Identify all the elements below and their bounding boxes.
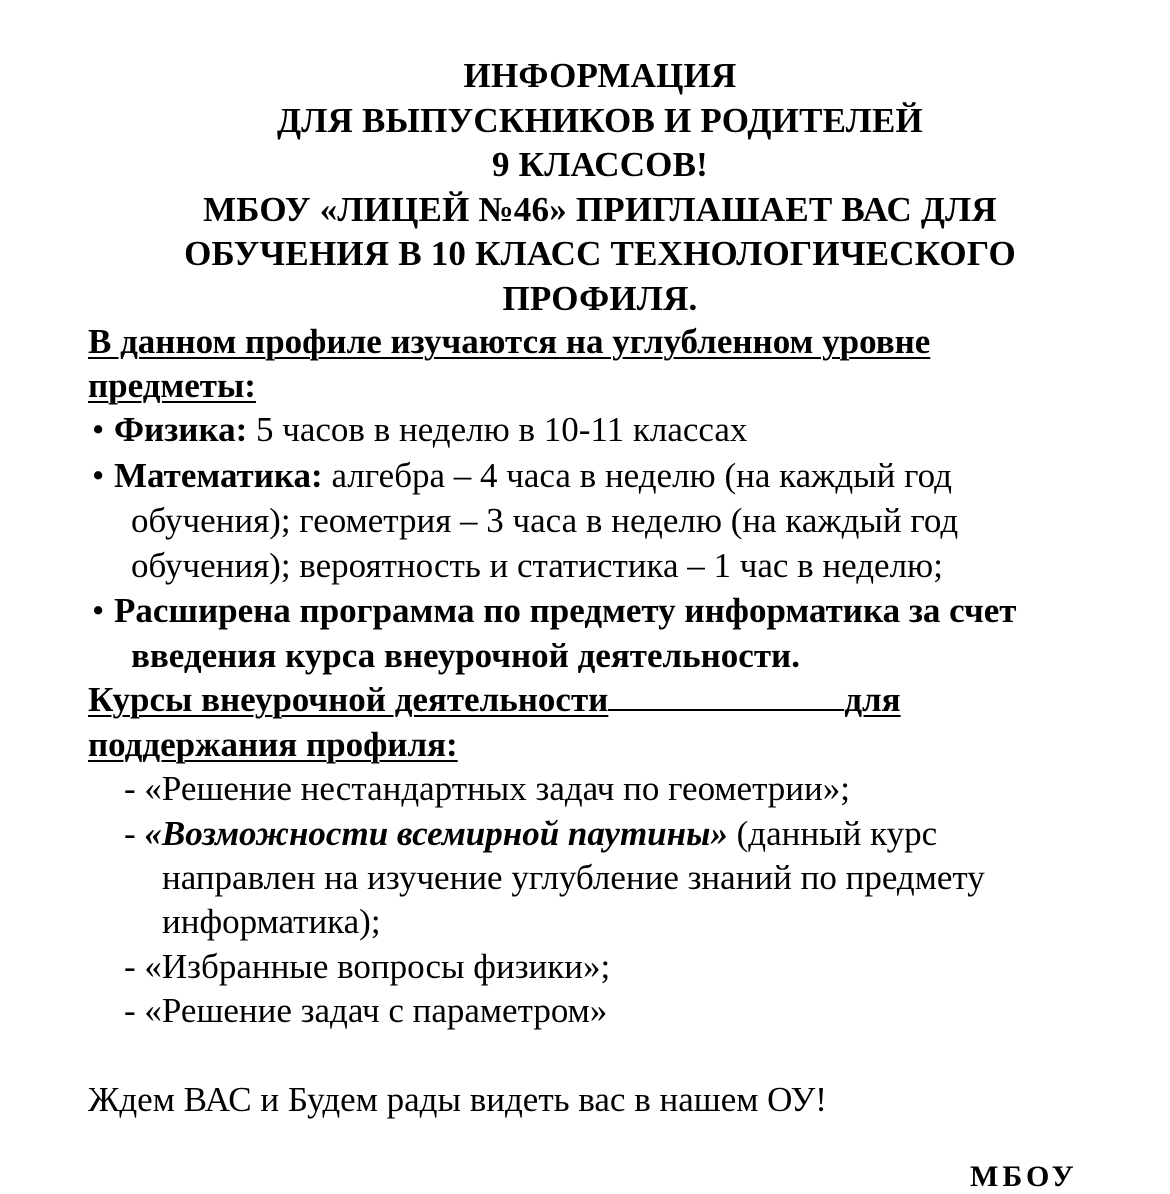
subjects-heading-line-1: В данном профиле изучаются на углубленном уровне [88, 322, 931, 361]
math-text-line-3: обучения); вероятность и статистика – 1 час в неделю; [131, 546, 943, 585]
courses-heading-part-2: для [844, 680, 901, 719]
physics-item [92, 408, 747, 452]
math-label: Математика: [114, 456, 323, 495]
underline-gap [608, 679, 844, 711]
math-item [92, 454, 952, 498]
closing-text: Ждем ВАС и Будем рады видеть вас в нашем ОУ! [88, 1080, 827, 1119]
bullet: • [92, 456, 105, 495]
title-line-6: ПРОФИЛЯ. [502, 278, 698, 318]
courses-heading-part-1: Курсы внеурочной деятельности [88, 680, 609, 719]
title-line-1: ИНФОРМАЦИЯ [463, 56, 737, 95]
bullet: • [92, 591, 105, 630]
course-web-note-line-3: информатика); [162, 902, 381, 941]
math-text-line-2: обучения); геометрия – 3 часа в неделю (на каждый год [131, 501, 959, 540]
title-line-2: ДЛЯ ВЫПУСКНИКОВ И РОДИТЕЛЕЙ [277, 100, 923, 140]
title-line-5: ОБУЧЕНИЯ В 10 КЛАСС ТЕХНОЛОГИЧЕСКОГО [184, 234, 1016, 273]
course-item-parameter: - «Решение задач с параметром» [124, 991, 608, 1030]
title-line-4: МБОУ «ЛИЦЕЙ №46» ПРИГЛАШАЕТ ВАС ДЛЯ [203, 189, 997, 229]
courses-heading-line-2: поддержания профиля: [88, 725, 458, 764]
informatics-line-1: Расширена программа по предмету информатика за счет [114, 591, 1017, 630]
physics-text: 5 часов в неделю в 10-11 классах [247, 410, 748, 449]
course-item-geometry: - «Решение нестандартных задач по геометрии»; [124, 769, 850, 808]
course-web-title: «Возможности всемирной паутины» [144, 814, 728, 853]
footer-fragment: МБОУ [970, 1160, 1078, 1193]
document-title [0, 54, 1170, 321]
course-item-web [124, 812, 937, 856]
course-dash: - [124, 814, 145, 853]
course-web-note-line-2: направлен на изучение углубление знаний по предмету [162, 858, 985, 897]
physics-label: Физика: [114, 410, 248, 449]
informatics-line-2: введения курса внеурочной деятельности. [131, 636, 800, 675]
math-text-line-1: алгебра – 4 часа в неделю (на каждый год [322, 456, 952, 495]
course-item-physics: - «Избранные вопросы физики»; [124, 947, 611, 986]
title-line-3: 9 КЛАССОВ! [491, 145, 709, 184]
bullet: • [92, 410, 105, 449]
courses-heading-line-1 [88, 678, 901, 722]
subjects-heading-line-2: предметы: [88, 366, 256, 405]
informatics-item [92, 589, 1016, 633]
course-web-note: (данный курс [727, 814, 938, 853]
